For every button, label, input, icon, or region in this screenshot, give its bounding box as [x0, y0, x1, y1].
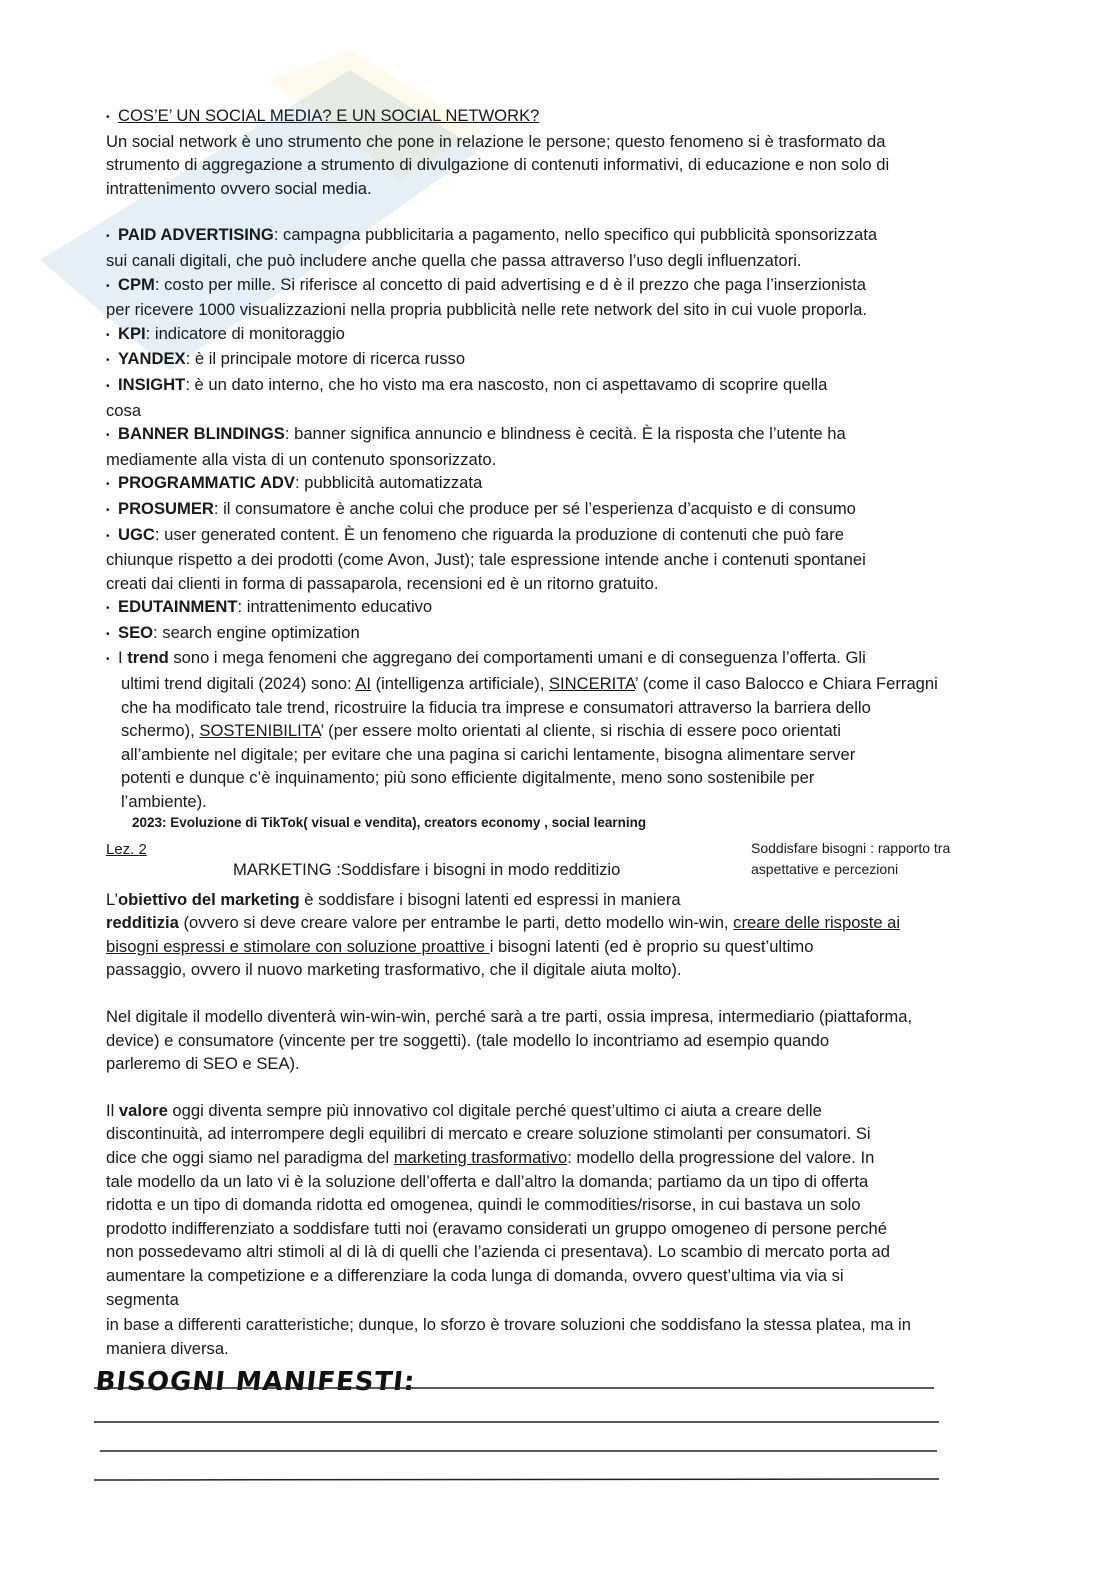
- text-line: redditizia (ovvero si deve creare valore per entrambe le parti, detto modello win-win, creare delle risposte ai: [106, 913, 901, 933]
- text-line: intrattenimento ovvero social media.: [106, 178, 372, 198]
- text-line: device) e consumatore (vincente per tre soggetti). (tale modello lo incontriamo ad esempio quando: [106, 1030, 830, 1050]
- paragraph-valore: [106, 1099, 1006, 1361]
- bullet-icon: •: [106, 504, 110, 516]
- text-line: passaggio, ovvero il nuovo marketing trasformativo, che il digitale aiuta molto).: [106, 960, 682, 980]
- lesson-title: MARKETING :Soddisfare i bisogni in modo redditizio: [233, 859, 621, 879]
- text-line: in base a differenti caratteristiche; dunque, lo sforzo è trovare soluzioni che soddisfano la stessa platea, ma in: [106, 1315, 911, 1335]
- glossary-item-cont: creati dai clienti in forma di passaparola, recensioni ed è un ritorno gratuito.: [106, 573, 659, 593]
- glossary-item: • PROGRAMMATIC ADV: pubblicità automatizzata: [106, 471, 1006, 497]
- text-line: bisogni espressi e stimolare con soluzione proattive i bisogni latenti (ed è proprio su quest’ultimo: [106, 936, 814, 956]
- text-line: L’obiettivo del marketing è soddisfare i bisogni latenti ed espressi in maniera: [106, 889, 681, 909]
- text-line: non possedevamo altri stimoli al di là di quelli che l’azienda ci presentava). Lo scambio di mercato porta ad: [106, 1242, 891, 1262]
- document-body: [106, 104, 1006, 1360]
- text-line: aumentare la competizione e a differenziare la coda lunga di domanda, ovvero quest’ultima via via si: [106, 1265, 844, 1285]
- trend-line: • I trend sono i mega fenomeni che aggregano dei comportamenti umani e di conseguenza l’offerta. Gli: [106, 646, 1006, 672]
- glossary-item: • SEO: search engine optimization: [106, 621, 1006, 647]
- trend-item: [106, 646, 1006, 831]
- side-note-line: Soddisfare bisogni : rapporto tra: [751, 839, 951, 856]
- glossary-item-cont: sui canali digitali, che può includere anche quella che passa attraverso l’uso degli influenzatori.: [106, 250, 802, 270]
- glossary-item: • KPI: indicatore di monitoraggio: [106, 322, 1006, 348]
- trend-line: potenti e dunque c’è inquinamento; più sono efficiente digitalmente, meno sono sostenibile per: [121, 768, 815, 788]
- glossary-item: • YANDEX: è il principale motore di ricerca russo: [106, 347, 1006, 373]
- bullet-icon: •: [106, 603, 110, 615]
- trend-line: schermo), SOSTENIBILITA’ (per essere molto orientati al cliente, si rischia di essere poco orientati: [121, 721, 841, 741]
- handwritten-notes: [94, 1360, 954, 1500]
- lesson-header: [106, 838, 1006, 886]
- text-line: Nel digitale il modello diventerà win-win-win, perché sarà a tre parti, ossia impresa, intermediario (piattaforma,: [106, 1007, 913, 1026]
- glossary-item-cont: per ricevere 1000 visualizzazioni nella propria pubblicità nelle rete network del sito in cui vuole proporla.: [106, 300, 867, 320]
- text-line: maniera diversa.: [106, 1338, 229, 1358]
- side-note-line: aspettative e percezioni: [751, 860, 899, 877]
- trend-2023-note: 2023: Evoluzione di TikTok( visual e vendita), creators economy , social learning: [132, 814, 647, 830]
- lesson-label: Lez. 2: [106, 840, 147, 858]
- bullet-icon: •: [106, 112, 110, 123]
- bullet-icon: •: [106, 530, 110, 542]
- bullet-icon: •: [106, 231, 110, 243]
- paragraph-obiettivo: [106, 888, 1006, 982]
- section-heading: • COS’E’ UN SOCIAL MEDIA? E UN SOCIAL NETWORK?: [106, 104, 1006, 130]
- text-line: prodotto indifferenziato a soddisfare tutti noi (eravamo considerati un gruppo omogeneo di persone perché: [106, 1218, 888, 1238]
- bullet-icon: •: [106, 355, 110, 367]
- text-line: dice che oggi siamo nel paradigma del marketing trasformativo: modello della progressione del valore. In: [106, 1147, 875, 1167]
- glossary-item-cont: cosa: [106, 400, 142, 420]
- text-line: discontinuità, ad interrompere degli equilibri di mercato e creare soluzione stimolanti per consumatori. Si: [106, 1124, 871, 1144]
- text-line: strumento di aggregazione a strumento di divulgazione di contenuti informativi, di educazione e non solo di: [106, 155, 890, 175]
- glossary-item: • PROSUMER: il consumatore è anche colui che produce per sé l’esperienza d’acquisto e di consumo: [106, 497, 1006, 523]
- glossary-item-cont: chiunque rispetto a dei prodotti (come Avon, Just); tale espressione intende anche i contenuti spontanei: [106, 550, 866, 570]
- text-line: segmenta: [106, 1289, 179, 1309]
- text-line: Un social network è uno strumento che pone in relazione le persone; questo fenomeno si è trasformato da: [106, 131, 886, 151]
- glossary-item: • EDUTAINMENT: intrattenimento educativo: [106, 595, 1006, 621]
- glossary-item: • PAID ADVERTISING: campagna pubblicitaria a pagamento, nello specifico qui pubblicità sponsorizzata: [106, 223, 1006, 249]
- glossary-item: • CPM: costo per mille. Si riferisce al concetto di paid advertising e d è il prezzo che paga l’inserzionista: [106, 273, 1006, 299]
- glossary-item: • UGC: user generated content. È un fenomeno che riguarda la produzione di contenuti che può fare: [106, 523, 1006, 549]
- side-note: [751, 838, 1001, 880]
- ruled-line: [94, 1479, 939, 1480]
- glossary-item: • INSIGHT: è un dato interno, che ho visto ma era nascosto, non ci aspettavamo di scoprire quella: [106, 373, 1006, 399]
- bullet-icon: •: [106, 430, 110, 442]
- trend-line: che ha modificato tale trend, ricostruire la fiducia tra imprese e consumatori attraverso la barriera dello: [121, 697, 871, 717]
- bullet-icon: •: [106, 329, 110, 341]
- bullet-icon: •: [106, 280, 110, 292]
- glossary-item: • BANNER BLINDINGS: banner significa annuncio e blindness è cecità. È la risposta che l’utente ha: [106, 422, 1006, 448]
- text-line: tale modello da un lato vi è la soluzione dell’offerta e dall’altro la domanda; partiamo da un tipo di offerta: [106, 1171, 869, 1191]
- text-line: ridotta e un tipo di domanda ridotta ed omogenea, quindi le commodities/risorse, in cui bastava un solo: [106, 1195, 861, 1215]
- text-line: Il valore oggi diventa sempre più innovativo col digitale perché quest’ultimo ci aiuta a creare delle: [106, 1100, 822, 1120]
- trend-line: ultimi trend digitali (2024) sono: AI (intelligenza artificiale), SINCERITA’ (come il caso Balocco e Chiara Ferragni: [121, 674, 938, 694]
- text-line: parleremo di SEO e SEA).: [106, 1054, 300, 1074]
- handwritten-title: BISOGNI MANIFESTI:: [94, 1367, 417, 1397]
- trend-line: l’ambiente).: [121, 792, 207, 812]
- bullet-icon: •: [106, 628, 110, 640]
- bullet-icon: •: [106, 479, 110, 491]
- trend-line: all’ambiente nel digitale; per evitare che una pagina si carichi lentamente, bisogna alimentare server: [121, 744, 856, 764]
- bullet-icon: •: [106, 654, 110, 666]
- glossary-list: [106, 223, 1006, 646]
- bullet-icon: •: [106, 380, 110, 392]
- paragraph-digitale: [106, 1005, 1006, 1076]
- glossary-item-cont: mediamente alla vista di un contenuto sponsorizzato.: [106, 449, 497, 469]
